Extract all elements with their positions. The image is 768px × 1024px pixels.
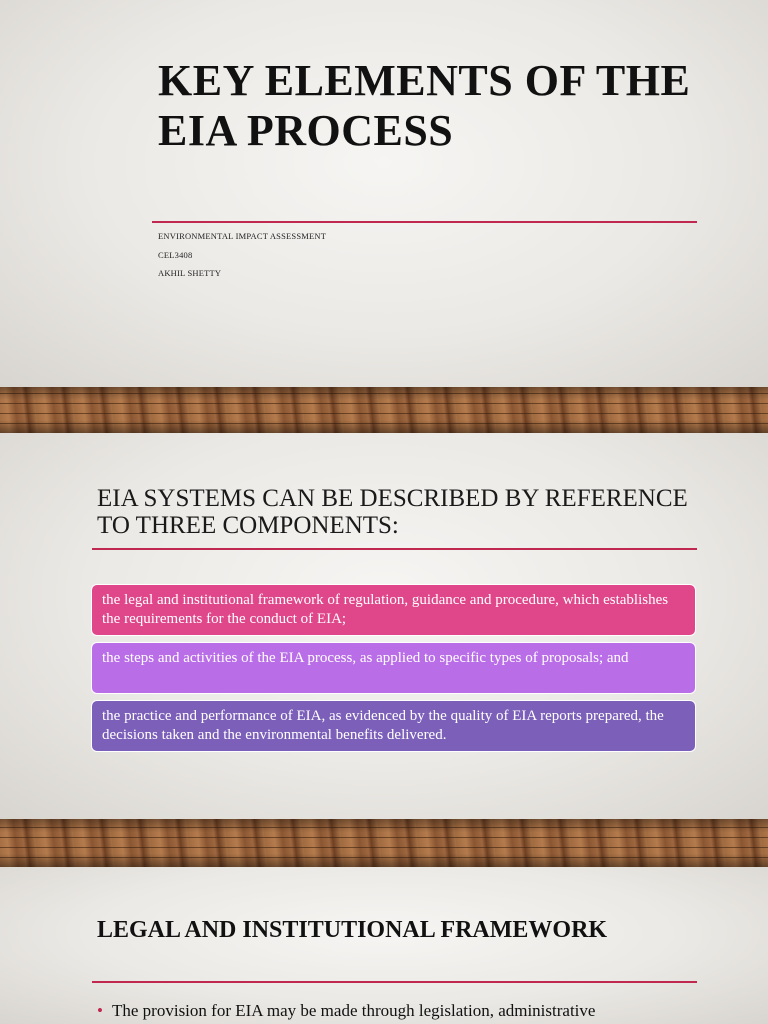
component-box-practice: the practice and performance of EIA, as evidenced by the quality of EIA reports prepared, the decisions taken and the environmental benefits delivered. <box>91 700 696 752</box>
slide-components <box>0 433 768 819</box>
slide-title <box>0 0 768 387</box>
component-box-steps: the steps and activities of the EIA process, as applied to specific types of proposals; and <box>91 642 696 694</box>
slide-legal-framework <box>0 867 768 1024</box>
bullet-item <box>97 1001 697 1021</box>
slide-2-title: EIA SYSTEMS CAN BE DESCRIBED BY REFERENCE TO THREE COMPONENTS: <box>97 485 688 539</box>
bullet-text: The provision for EIA may be made through legislation, administrative <box>112 1001 596 1020</box>
wood-floor-divider <box>0 387 768 433</box>
title-divider <box>92 548 697 550</box>
title-divider <box>152 221 697 223</box>
subtitle-author: AKHIL SHETTY <box>158 268 222 278</box>
slide-3-title: LEGAL AND INSTITUTIONAL FRAMEWORK <box>97 917 608 943</box>
wood-floor-divider <box>0 819 768 867</box>
subtitle-code: CEL3408 <box>158 250 193 260</box>
title-divider <box>92 981 697 983</box>
subtitle-course: ENVIRONMENTAL IMPACT ASSESSMENT <box>158 231 327 241</box>
component-box-legal: the legal and institutional framework of regulation, guidance and procedure, which establishes the requirements for the conduct of EIA; <box>91 584 696 636</box>
bullet-icon: • <box>97 1001 103 1020</box>
slide-1-title: KEY ELEMENTS OF THE EIA PROCESS <box>158 56 691 155</box>
